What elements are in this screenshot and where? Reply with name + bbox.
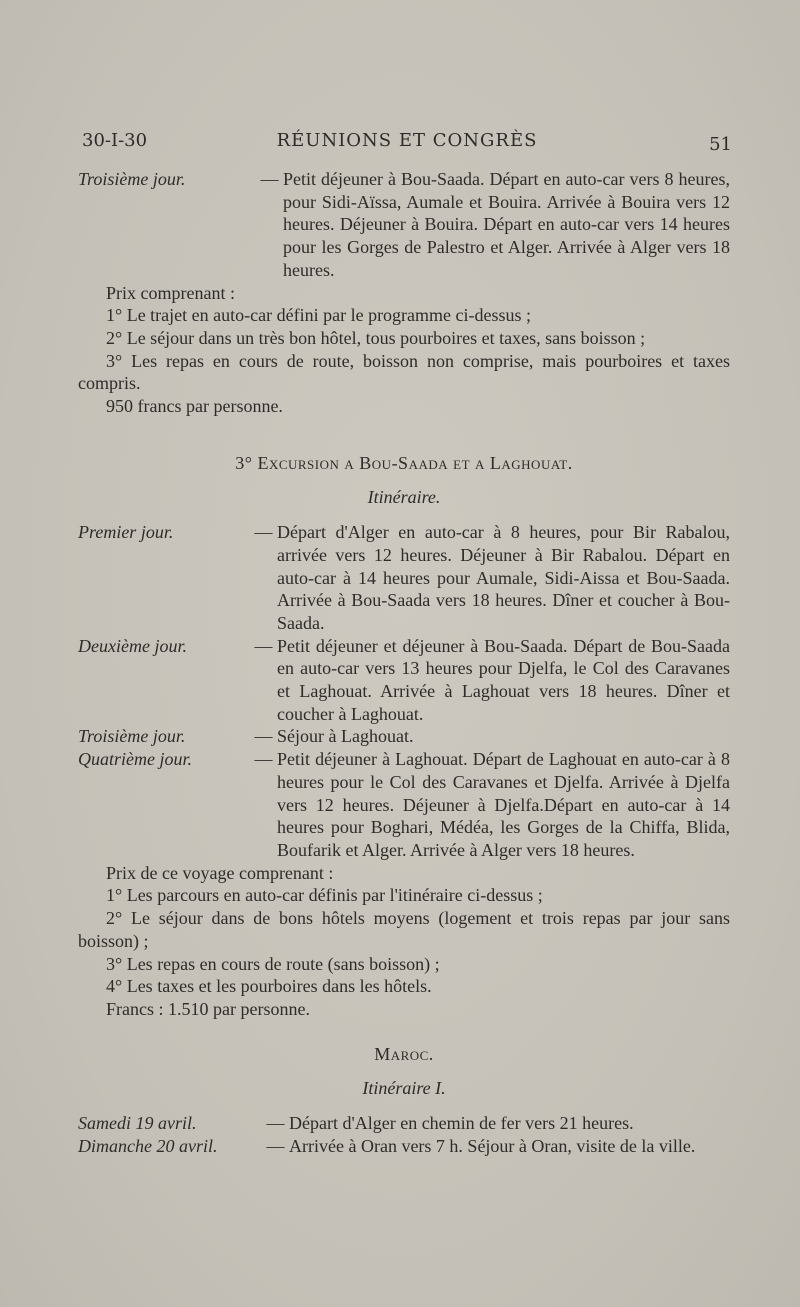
page-header (82, 130, 732, 158)
day-text: Séjour à Laghouat. (277, 726, 414, 747)
page-number: 51 (709, 134, 732, 155)
itinerary-day (78, 1135, 730, 1158)
itinerary-day (78, 725, 730, 748)
dash: — (250, 635, 277, 656)
itinerary-day (78, 168, 730, 282)
day-label: Premier jour. (78, 522, 174, 543)
price-intro: Prix comprenant : (106, 282, 235, 303)
dash: — (262, 1135, 289, 1156)
day-label: Dimanche 20 avril. (78, 1135, 218, 1156)
list-item: 3° Les repas en cours de route, boisson non comprise, mais pourboires et taxes compris. (78, 350, 730, 394)
list-item: 1° Le trajet en auto-car défini par le programme ci-dessus ; (106, 305, 532, 326)
dash: — (250, 522, 277, 543)
section-subheading: Itinéraire I. (362, 1078, 446, 1099)
price-line: 950 francs par personne. (106, 396, 283, 417)
list-item: 2° Le séjour dans de bons hôtels moyens (logement et trois repas par jour sans boisson) ; (78, 908, 730, 951)
header-date: 30-I-30 (82, 130, 148, 151)
day-text: Petit déjeuner à Laghouat. Départ de Laghouat en auto-car à 8 heures pour le Col des Caravanes et Djelfa. Arrivée à Djelfa vers 12 heures. Déjeuner à Djelfa.Départ en auto-car à 14 heures pour Boghari, Médéa, les Gorges de la Chiffa, Blida, Boufarik et Alger. Arrivée à Alger vers 18 heures. (277, 749, 730, 860)
day-text: Petit déjeuner à Bou-Saada. Départ en auto-car vers 8 heures, pour Sidi-Aïssa, Aumale et Bouira. Arrivée à Bouira vers 12 heures. Déjeuner à Bouira. Départ en auto-car vers 14 heures pour les Gorges de Palestro et Alger. Arrivée à Alger vers 18 heures. (283, 169, 730, 280)
day-label: Deuxième jour. (78, 635, 187, 656)
price-intro: Prix de ce voyage comprenant : (106, 862, 334, 883)
itinerary-day (78, 635, 730, 726)
dash: — (262, 1113, 289, 1134)
itinerary-day (78, 521, 730, 635)
dash: — (250, 726, 277, 747)
day-text: Arrivée à Oran vers 7 h. Séjour à Oran, visite de la ville. (289, 1135, 696, 1156)
dash: — (250, 749, 277, 770)
section-heading: 3° Excursion a Bou-Saada et a Laghouat. (235, 452, 573, 473)
itinerary-day (78, 748, 730, 862)
list-item: 1° Les parcours en auto-car définis par l'itinéraire ci-dessus ; (106, 885, 543, 906)
day-text: Petit déjeuner et déjeuner à Bou-Saada. Départ de Bou-Saada en auto-car vers 13 heures pour Djelfa, le Col des Caravanes et Laghouat. Arrivée à Laghouat vers 18 heures. Dîner et coucher à Laghouat. (277, 635, 730, 724)
dash: — (256, 169, 283, 189)
list-item: 4° Les taxes et les pourboires dans les hôtels. (106, 976, 432, 997)
itinerary-day (78, 1112, 730, 1135)
price-line: Francs : 1.510 par personne. (106, 998, 310, 1019)
day-label: Troisième jour. (78, 726, 186, 747)
day-label: Quatrième jour. (78, 749, 192, 770)
page-body (78, 168, 730, 1157)
section-heading: Maroc. (374, 1043, 434, 1064)
day-label: Troisième jour. (78, 169, 186, 189)
list-item: 3° Les repas en cours de route (sans boisson) ; (106, 953, 440, 974)
running-head: RÉUNIONS ET CONGRÈS (276, 130, 538, 151)
day-label: Samedi 19 avril. (78, 1113, 197, 1134)
day-text: Départ d'Alger en auto-car à 8 heures, pour Bir Rabalou, arrivée vers 12 heures. Déjeuner à Bir Rabalou. Départ en auto-car à 14 heures pour Aumale, Sidi-Aissa et Bou-Saada. Arrivée à Bou-Saada vers 18 heures. Dîner et coucher à Bou-Saada. (277, 522, 730, 633)
section-subheading: Itinéraire. (367, 487, 441, 508)
day-text: Départ d'Alger en chemin de fer vers 21 heures. (289, 1113, 634, 1134)
list-item: 2° Le séjour dans un très bon hôtel, tous pourboires et taxes, sans boisson ; (106, 327, 646, 348)
